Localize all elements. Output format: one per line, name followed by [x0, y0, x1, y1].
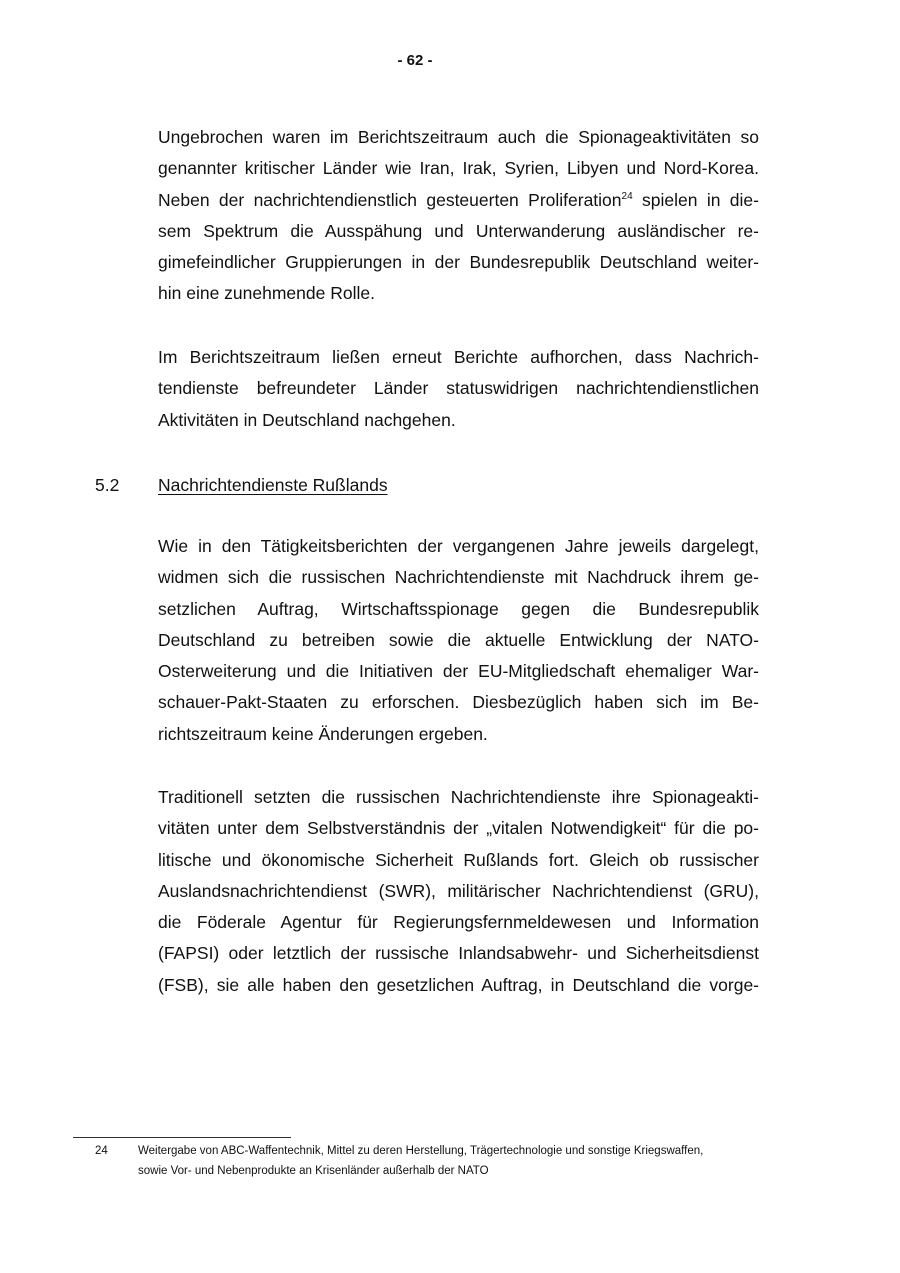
page-number: - 62 -: [397, 52, 433, 69]
text-line: widmen sich die russischen Nachrichtendienste mit Nachdruck ihrem ge-: [158, 567, 759, 588]
text-line: schauer-Pakt-Staaten zu erforschen. Diesbezüglich haben sich im Be-: [158, 692, 759, 713]
text-line: setzlichen Auftrag, Wirtschaftsspionage gegen die Bundesrepublik: [158, 598, 759, 619]
text-line: vitäten unter dem Selbstverständnis der „vitalen Notwendigkeit“ für die po-: [158, 818, 759, 839]
footnote-number: 24: [95, 1145, 108, 1157]
text-line: (FAPSI) oder letztlich der russische Inlandsabwehr- und Sicherheitsdienst: [158, 943, 759, 964]
text-line: sem Spektrum die Ausspähung und Unterwanderung ausländischer re-: [158, 220, 759, 241]
text-line: Traditionell setzten die russischen Nachrichtendienste ihre Spionageakti-: [158, 787, 759, 807]
text-segment: spielen in die-: [632, 189, 759, 210]
paragraph-russische-dienste-auftrag: [158, 531, 759, 750]
text-line: [158, 185, 759, 216]
text-line: litische und ökonomische Sicherheit Rußlands fort. Gleich ob russischer: [158, 849, 759, 870]
footnote-reference[interactable]: 24: [621, 190, 633, 202]
text-line: Ungebrochen waren im Berichtszeitraum auch die Spionageaktivitäten so: [158, 127, 759, 147]
paragraph-spionage-kritische-laender: [158, 122, 759, 310]
text-line: Auslandsnachrichtendienst (SWR), militärischer Nachrichtendienst (GRU),: [158, 880, 759, 901]
text-line: (FSB), sie alle haben den gesetzlichen Auftrag, in Deutschland die vorge-: [158, 974, 759, 995]
footnote-line: sowie Vor- und Nebenprodukte an Krisenländer außerhalb der NATO: [138, 1165, 489, 1177]
text-line: Deutschland zu betreiben sowie die aktuelle Entwicklung der NATO-: [158, 629, 759, 650]
text-line: Wie in den Tätigkeitsberichten der vergangenen Jahre jeweils dargelegt,: [158, 536, 759, 556]
text-line: Osterweiterung und die Initiativen der EU-Mitgliedschaft ehemaliger War-: [158, 661, 759, 682]
text-line: genannter kritischer Länder wie Iran, Irak, Syrien, Libyen und Nord-Korea.: [158, 158, 759, 179]
footnote-separator: [73, 1137, 291, 1138]
text-line: Aktivitäten in Deutschland nachgehen.: [158, 409, 456, 430]
text-line: tendienste befreundeter Länder statuswidrigen nachrichtendienstlichen: [158, 378, 759, 399]
footnote-line: Weitergabe von ABC-Waffentechnik, Mittel zu deren Herstellung, Trägertechnologie und sonstige Kriegswaffen,: [138, 1145, 704, 1157]
text-line: gimefeindlicher Gruppierungen in der Bundesrepublik Deutschland weiter-: [158, 252, 759, 273]
section-number: 5.2: [95, 475, 120, 495]
text-segment: Neben der nachrichtendienstlich gesteuerten Proliferation: [158, 189, 622, 210]
paragraph-traditionelle-spionage: [158, 782, 759, 1001]
section-title: Nachrichtendienste Rußlands: [158, 475, 388, 495]
paragraph-befreundete-dienste: [158, 342, 759, 436]
text-line: Im Berichtszeitraum ließen erneut Berichte aufhorchen, dass Nachrich-: [158, 347, 759, 367]
footnote-text: [138, 1141, 703, 1181]
text-line: hin eine zunehmende Rolle.: [158, 283, 375, 304]
text-line: die Föderale Agentur für Regierungsfernmeldewesen und Information: [158, 912, 759, 933]
text-line: richtszeitraum keine Änderungen ergeben.: [158, 723, 488, 744]
